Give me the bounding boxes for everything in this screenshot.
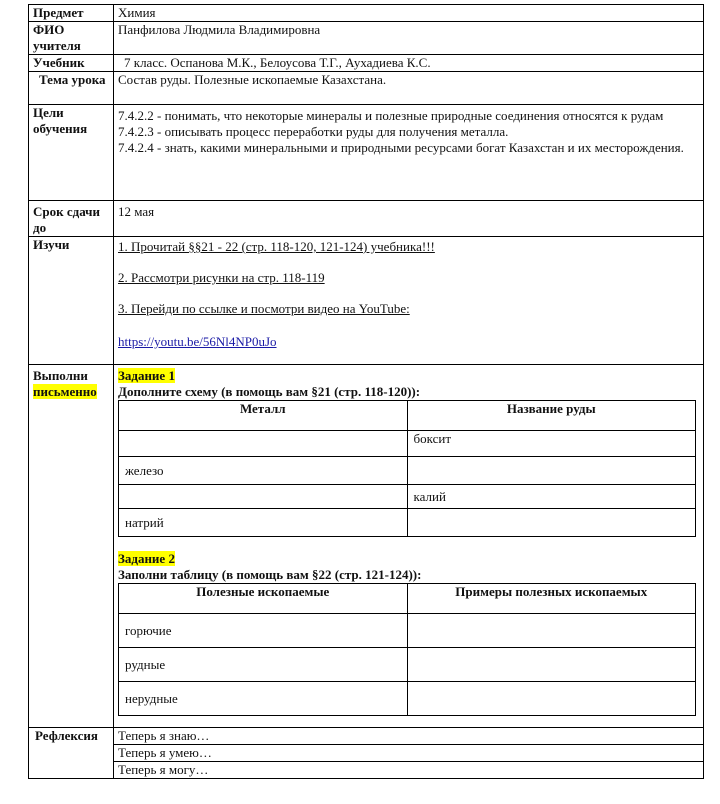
task2-cell[interactable]: горючие: [119, 614, 408, 648]
task2-table: [118, 583, 696, 716]
value-teacher: Панфилова Людмила Владимировна: [114, 22, 704, 55]
row-topic: [29, 72, 704, 105]
task2-cell[interactable]: [407, 614, 696, 648]
task1-title: Задание 1: [118, 368, 175, 383]
study-item: 1. Прочитай §§21 - 22 (стр. 118-120, 121-124) учебника!!!: [118, 239, 435, 254]
task1-header: Металл: [119, 401, 408, 431]
label-written-1: Выполни: [33, 368, 88, 383]
value-study: [114, 237, 704, 365]
value-written: [114, 365, 704, 728]
label-topic: Тема урока: [29, 72, 114, 105]
row-reflection: [29, 728, 704, 779]
value-deadline: 12 мая: [114, 201, 704, 237]
value-subject: Химия: [114, 5, 704, 22]
row-teacher: [29, 22, 704, 55]
label-subject: Предмет: [29, 5, 114, 22]
task2-cell[interactable]: [407, 682, 696, 716]
task1-cell[interactable]: калий: [407, 485, 696, 509]
task1-cell[interactable]: боксит: [407, 431, 696, 457]
row-goals: [29, 105, 704, 201]
task2-header: Примеры полезных ископаемых: [407, 584, 696, 614]
label-deadline: Срок сдачи до: [29, 201, 114, 237]
task2-cell[interactable]: рудные: [119, 648, 408, 682]
value-textbook: 7 класс. Оспанова М.К., Белоусова Т.Г., Аухадиева К.С.: [114, 55, 704, 72]
row-written: [29, 365, 704, 728]
task2-cell[interactable]: [407, 648, 696, 682]
task2-header: Полезные ископаемые: [119, 584, 408, 614]
row-study: [29, 237, 704, 365]
goal-item: 7.4.2.2 - понимать, что некоторые минералы и полезные природные соединения относятся к рудам: [118, 108, 664, 123]
task1-table: [118, 400, 696, 537]
label-textbook: Учебник: [29, 55, 114, 72]
study-item: 3. Перейди по ссылке и посмотри видео на YouTube:: [118, 301, 410, 316]
task2-title: Задание 2: [118, 551, 175, 566]
label-teacher: ФИО учителя: [29, 22, 114, 55]
task2-cell[interactable]: нерудные: [119, 682, 408, 716]
youtube-link[interactable]: https://youtu.be/56Nl4NP0uJo: [118, 334, 277, 349]
study-item: 2. Рассмотри рисунки на стр. 118-119: [118, 270, 325, 285]
value-goals: [114, 105, 704, 201]
task1-cell[interactable]: [407, 457, 696, 485]
lesson-table: [28, 4, 704, 779]
task1-header: Название руды: [407, 401, 696, 431]
goal-item: 7.4.2.3 - описывать процесс переработки руды для получения металла.: [118, 124, 509, 139]
task1-cell[interactable]: натрий: [119, 509, 408, 537]
label-written-2: письменно: [33, 384, 97, 399]
task2-instruction: Заполни таблицу (в помощь вам §22 (стр. 121-124)):: [118, 567, 422, 582]
reflection-line: Теперь я могу…: [118, 762, 209, 777]
label-written: [29, 365, 114, 728]
label-study: Изучи: [29, 237, 114, 365]
row-subject: [29, 5, 704, 22]
task1-cell[interactable]: [119, 485, 408, 509]
label-goals: Цели обучения: [29, 105, 114, 201]
task1-cell[interactable]: [119, 431, 408, 457]
row-deadline: [29, 201, 704, 237]
reflection-line: Теперь я умею…: [114, 745, 703, 762]
task1-instruction: Дополните схему (в помощь вам §21 (стр. 118-120)):: [118, 384, 421, 399]
value-topic: Состав руды. Полезные ископаемые Казахстана.: [114, 72, 704, 105]
task1-cell[interactable]: [407, 509, 696, 537]
label-reflection: Рефлексия: [29, 728, 114, 779]
reflection-line: Теперь я знаю…: [114, 728, 703, 745]
goal-item: 7.4.2.4 - знать, какими минеральными и природными ресурсами богат Казахстан и их месторождения.: [118, 140, 684, 155]
task1-cell[interactable]: железо: [119, 457, 408, 485]
row-textbook: [29, 55, 704, 72]
value-reflection: [114, 728, 704, 779]
